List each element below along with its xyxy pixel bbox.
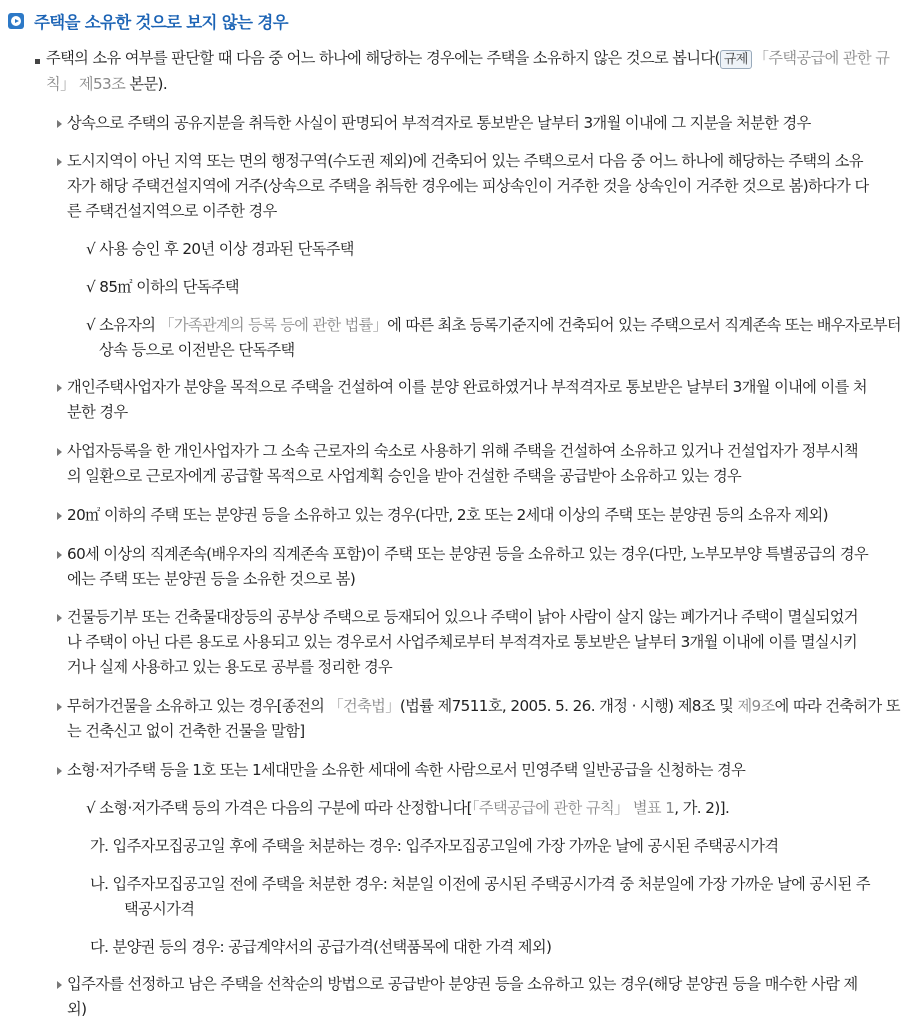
- triangle-bullet-icon: [57, 767, 62, 775]
- square-bullet-icon: [35, 59, 40, 64]
- list-item-cont: 의 일환으로 근로자에게 공급할 목적으로 사업계획 승인을 받아 건설한 주택을 공급받아 소유하고 있는 경우: [67, 467, 742, 485]
- check-item: √ 사용 승인 후 20년 이상 경과된 단독주택: [86, 240, 354, 258]
- law-ref-link[interactable]: 「가족관계의 등록 등에 관한 법률」: [159, 316, 388, 334]
- list-item: 소형·저가주택 등을 1호 또는 1세대만을 소유한 세대에 속한 사람으로서 민영주택 일반공급을 신청하는 경우: [67, 761, 746, 779]
- list-item-cont: 거나 실제 사용하고 있는 용도로 공부를 정리한 경우: [67, 658, 393, 676]
- triangle-bullet-icon: [57, 703, 62, 711]
- intro-ref-link-b[interactable]: 칙」 제53조: [46, 75, 126, 93]
- triangle-bullet-icon: [57, 120, 62, 128]
- section-title: 주택을 소유한 것으로 보지 않는 경우: [34, 13, 288, 32]
- list-item: 무허가건물을 소유하고 있는 경우[종전의 「건축법」(법률 제7511호, 2005. 5. 26. 개정 · 시행) 제8조 및 제9조에 따라 건축허가 또: [67, 697, 900, 715]
- list-item-cont: 자가 해당 주택건설지역에 거주(상속으로 주택을 취득한 경우에는 피상속인이 거주한 것을 상속인이 거주한 것으로 봄)하다가 다: [67, 177, 869, 195]
- list-item: 도시지역이 아닌 지역 또는 면의 행정구역(수도권 제외)에 건축되어 있는 주택으로서 다음 중 어느 하나에 해당하는 주택의 소유: [67, 152, 863, 170]
- law-ref-link[interactable]: 「건축법」: [328, 697, 400, 715]
- list-item-cont: 는 건축신고 없이 건축한 건물을 말함]: [67, 722, 305, 740]
- check-item: √ 소형·저가주택 등의 가격은 다음의 구분에 따라 산정합니다[「주택공급에 관한 규칙」 별표 1, 가. 2)].: [86, 799, 730, 817]
- intro-ref-link-a[interactable]: 「주택공급에 관한 규: [753, 49, 890, 67]
- list-item: 입주자를 선정하고 남은 주택을 선착순의 방법으로 공급받아 분양권 등을 소유하고 있는 경우(해당 분양권 등을 매수한 사람 제: [67, 975, 858, 993]
- intro-line-1: 주택의 소유 여부를 판단할 때 다음 중 어느 하나에 해당하는 경우에는 주택을 소유하지 않은 것으로 봅니다( 규제 「주택공급에 관한 규: [46, 49, 890, 67]
- sub-item-ga: 가. 입주자모집공고일 후에 주택을 처분하는 경우: 입주자모집공고일에 가장 가까운 날에 공시된 주택공시가격: [90, 837, 779, 855]
- sub-item-na-cont: 택공시가격: [124, 900, 195, 918]
- triangle-bullet-icon: [57, 551, 62, 559]
- list-item-cont: 에는 주택 또는 분양권 등을 소유한 것으로 봄): [67, 570, 356, 588]
- list-item: 상속으로 주택의 공유지분을 취득한 사실이 판명되어 부적격자로 통보받은 날부터 3개월 이내에 그 지분을 처분한 경우: [67, 114, 811, 132]
- triangle-bullet-icon: [57, 981, 62, 989]
- sub-item-na: 나. 입주자모집공고일 전에 주택을 처분한 경우: 처분일 이전에 공시된 주택공시가격 중 처분일에 가장 가까운 날에 공시된 주: [90, 875, 870, 893]
- triangle-bullet-icon: [57, 512, 62, 520]
- article-ref-link[interactable]: 제9조: [737, 697, 775, 715]
- regulation-tag[interactable]: 규제: [720, 50, 752, 69]
- sub-item-da: 다. 분양권 등의 경우: 공급계약서의 공급가격(선택품목에 대한 가격 제외): [90, 938, 552, 956]
- triangle-bullet-icon: [57, 614, 62, 622]
- list-item-cont: 나 주택이 아닌 다른 용도로 사용되고 있는 경우로서 사업주체로부터 부적격자로 통보받은 날부터 3개월 이내에 이를 멸실시키: [67, 633, 858, 651]
- list-item: 20㎡ 이하의 주택 또는 분양권 등을 소유하고 있는 경우(다만, 2호 또는 2세대 이상의 주택 또는 분양권 등의 소유자 제외): [67, 506, 828, 524]
- list-item-cont: 분한 경우: [67, 403, 128, 421]
- intro-line-2: 칙」 제53조 본문).: [46, 75, 168, 93]
- check-item: √ 소유자의 「가족관계의 등록 등에 관한 법률」에 따른 최초 등록기준지에 건축되어 있는 주택으로서 직계존속 또는 배우자로부터: [86, 316, 901, 334]
- section-heading: [8, 9, 288, 33]
- list-item: 건물등기부 또는 건축물대장등의 공부상 주택으로 등재되어 있으나 주택이 낡아 사람이 살지 않는 폐가거나 주택이 멸실되었거: [67, 608, 858, 626]
- check-item: √ 85㎡ 이하의 단독주택: [86, 278, 239, 296]
- list-item-cont: 외): [67, 1000, 87, 1018]
- check-item-cont: 상속 등으로 이전받은 단독주택: [99, 341, 295, 359]
- rule-ref-link[interactable]: 「주택공급에 관한 규칙」 별표 1: [471, 799, 675, 817]
- triangle-bullet-icon: [57, 448, 62, 456]
- play-circle-icon: [8, 13, 24, 29]
- list-item: 60세 이상의 직계존속(배우자의 직계존속 포함)이 주택 또는 분양권 등을 소유하고 있는 경우(다만, 노부모부양 특별공급의 경우: [67, 545, 869, 563]
- list-item-cont: 른 주택건설지역으로 이주한 경우: [67, 202, 277, 220]
- list-item: 사업자등록을 한 개인사업자가 그 소속 근로자의 숙소로 사용하기 위해 주택을 건설하여 소유하고 있거나 건설업자가 정부시책: [67, 442, 858, 460]
- triangle-bullet-icon: [57, 384, 62, 392]
- list-item: 개인주택사업자가 분양을 목적으로 주택을 건설하여 이를 분양 완료하였거나 부적격자로 통보받은 날부터 3개월 이내에 이를 처: [67, 378, 867, 396]
- triangle-bullet-icon: [57, 158, 62, 166]
